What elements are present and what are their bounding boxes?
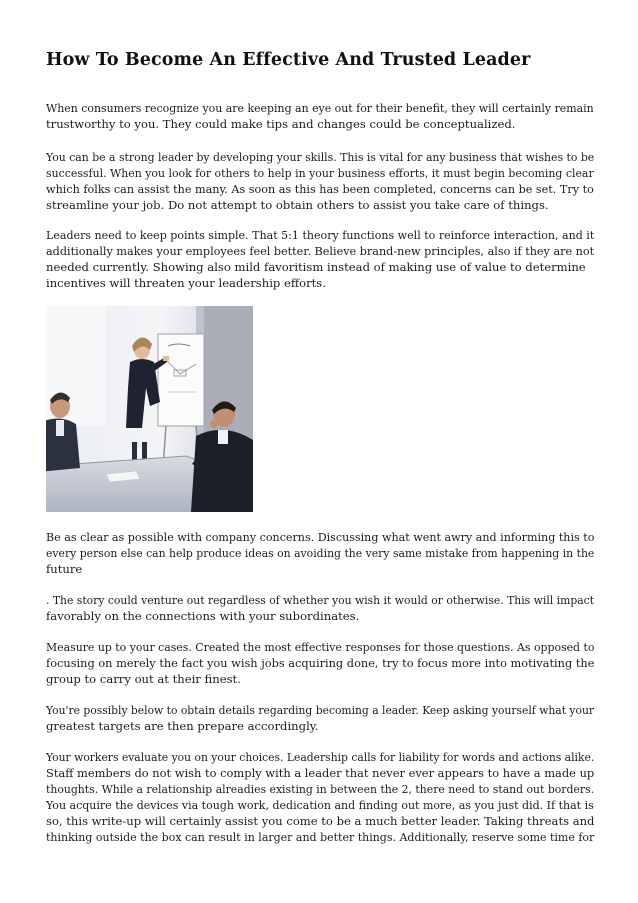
text-line: so, this write-up will certainly assist you come to be a much better leader. Taking threats and [46, 814, 595, 828]
text-line: Staff members do not wish to comply with a leader that never ever appears to have a made up [46, 766, 595, 780]
text-line: favorably on the connections with your subordinates. [46, 609, 360, 623]
text-line: needed currently. Showing also mild favoritism instead of making use of value to determine [46, 260, 586, 274]
text-line: When consumers recognize you are keeping an eye out for their benefit, they will certainly remain [46, 101, 594, 115]
paragraph-4 [46, 529, 594, 577]
text-line: . The story could venture out regardless of whether you wish it would or otherwise. This will impact [46, 593, 595, 607]
text-line: thoughts. While a relationship alreadies existing in between the 2, there need to stand out borders. [46, 782, 595, 796]
text-line: future [46, 562, 83, 576]
text-line: successful. When you look for others to help in your business efforts, it must begin becoming clear [46, 166, 594, 180]
text-line: focusing on merely the fact you wish jobs acquiring done, try to focus more into motivating the [46, 656, 595, 670]
text-line: additionally makes your employees feel better. Believe brand-new principles, also if they are not [46, 244, 595, 258]
text-line: which folks can assist the many. As soon as this has been completed, concerns can be set. Try to [46, 182, 594, 196]
text-line: incentives will threaten your leadership efforts. [46, 276, 326, 290]
text-line: greatest targets are then prepare accordingly. [46, 719, 319, 733]
text-line: every person else can help produce ideas on avoiding the very same mistake from happening in the [46, 546, 595, 560]
business-meeting-photo [46, 306, 253, 512]
paragraph-5 [46, 592, 594, 624]
text-line: Leaders need to keep points simple. That 5:1 theory functions well to reinforce interaction, and it [46, 228, 595, 242]
text-line: trustworthy to you. They could make tips and changes could be conceptualized. [46, 117, 516, 131]
text-line: You're possibly below to obtain details regarding becoming a leader. Keep asking yourself what your [46, 703, 594, 717]
text-line: thinking outside the box can result in larger and better things. Additionally, reserve some time for [46, 830, 595, 844]
paragraph-3 [46, 227, 594, 291]
text-line: You can be a strong leader by developing your skills. This is vital for any business that wishes to be [46, 150, 595, 164]
paragraph-2 [46, 149, 594, 213]
text-line: group to carry out at their finest. [46, 672, 241, 686]
text-line: You acquire the devices via tough work, dedication and finding out more, as you just did. If that is [46, 798, 594, 812]
document-title: How To Become An Effective And Trusted Leader [46, 50, 531, 70]
paragraph-7 [46, 702, 594, 734]
text-line: Be as clear as possible with company concerns. Discussing what went awry and informing this to [46, 530, 595, 544]
paragraph-6 [46, 639, 594, 687]
text-line: streamline your job. Do not attempt to obtain others to assist you take care of things. [46, 198, 549, 212]
paragraph-8 [46, 749, 594, 845]
text-line: Measure up to your cases. Created the most effective responses for those questions. As opposed to [46, 640, 595, 654]
paragraph-1 [46, 100, 594, 132]
text-line: Your workers evaluate you on your choices. Leadership calls for liability for words and actions alike. [46, 750, 595, 764]
